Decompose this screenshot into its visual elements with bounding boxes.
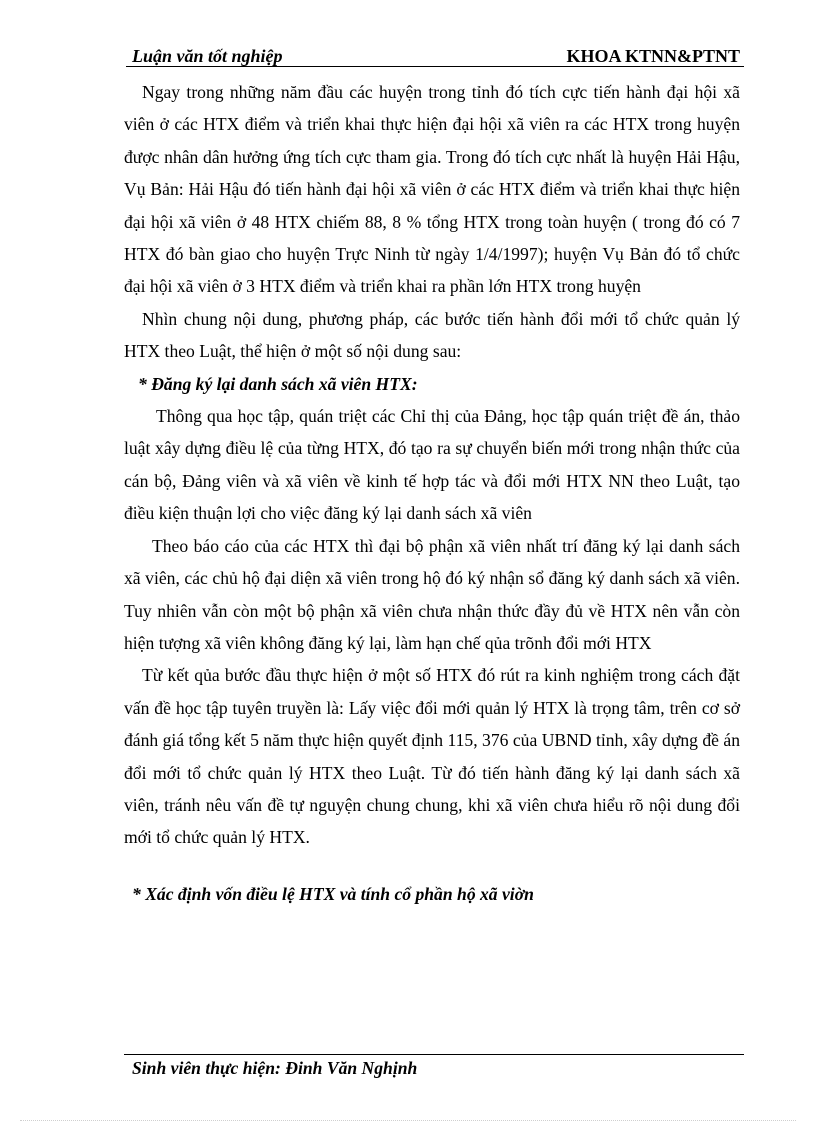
- paragraph-experience: Từ kết qủa bước đầu thực hiện ở một số HTX đó rút ra kinh nghiệm trong cách đặt vấn đề học tập tuyên truyền là: Lấy việc đổi mới quản lý HTX là trọng tâm, trên cơ sở đánh giá tổng kết 5 năm thực hiện quyết định 115, 376 của UBND tỉnh, xây dựng đề án đổi mới tổ chức quản lý HTX theo Luật. Từ đó tiến hành đăng ký lại danh sách xã viên, tránh nêu vấn đề tự nguyện chung chung, khi xã viên chưa hiểu rõ nội dung đổi mới tổ chức quản lý HTX.: [124, 665, 740, 848]
- paragraph-district-congress: Ngay trong những năm đầu các huyện trong tỉnh đó tích cực tiến hành đại hội xã viên ở các HTX điểm và triển khai thực hiện đại hội xã viên ra các HTX trong huyện được nhân dân hưởng ứng tích cực tham gia. Trong đó tích cực nhất là huyện Hải Hậu, Vụ Bản: Hải Hậu đó tiến hành đại hội xã viên ở các HTX điểm và triển khai thực hiện đại hội xã viên ở 48 HTX chiếm 88, 8 % tổng HTX trong toàn huyện ( trong đó có 7 HTX đó bàn giao cho huyện Trực Ninh từ ngày 1/4/1997); huyện Vụ Bản đó tổ chức đại hội xã viên ở 3 HTX điểm và triển khai ra phần lớn HTX trong huyện: [124, 82, 740, 297]
- page-header: [126, 44, 744, 67]
- paragraph-study-directives: Thông qua học tập, quán triệt các Chỉ thị của Đảng, học tập quán triệt đề án, thảo luật xây dựng điều lệ của từng HTX, đó tạo ra sự chuyển biến mới trong nhận thức của cán bộ, Đảng viên và xã viên về kinh tế hợp tác và đổi mới HTX NN theo Luật, tạo điều kiện thuận lợi cho việc đăng ký lại danh sách xã viên: [124, 406, 740, 524]
- document-body: [124, 76, 740, 910]
- header-thesis-title: Luận văn tốt nghiệp: [132, 46, 283, 66]
- page-bottom-edge: [20, 1120, 796, 1121]
- section-heading-charter-capital: * Xác định vốn điều lệ HTX và tính cổ phần hộ xã viờn: [132, 883, 534, 904]
- page-footer: [124, 1054, 744, 1079]
- paragraph-report-results: Theo báo cáo của các HTX thì đại bộ phận xã viên nhất trí đăng ký lại danh sách xã viên, các chủ hộ đại diện xã viên trong hộ đó ký nhận sổ đăng ký danh sách xã viên. Tuy nhiên vẫn còn một bộ phận xã viên chưa nhận thức đầy đủ về HTX nên vẫn còn hiện tượng xã viên không đăng ký lại, làm hạn chế qủa trõnh đổi mới HTX: [124, 535, 740, 653]
- section-heading-member-registration: * Đăng ký lại danh sách xã viên HTX:: [138, 373, 418, 394]
- paragraph-overview: Nhìn chung nội dung, phương pháp, các bước tiến hành đổi mới tổ chức quản lý HTX theo Luật, thể hiện ở một số nội dung sau:: [124, 308, 740, 362]
- header-faculty: KHOA KTNN&PTNT: [566, 46, 740, 66]
- footer-student-name: Sinh viên thực hiện: Đinh Văn Nghịnh: [132, 1058, 418, 1078]
